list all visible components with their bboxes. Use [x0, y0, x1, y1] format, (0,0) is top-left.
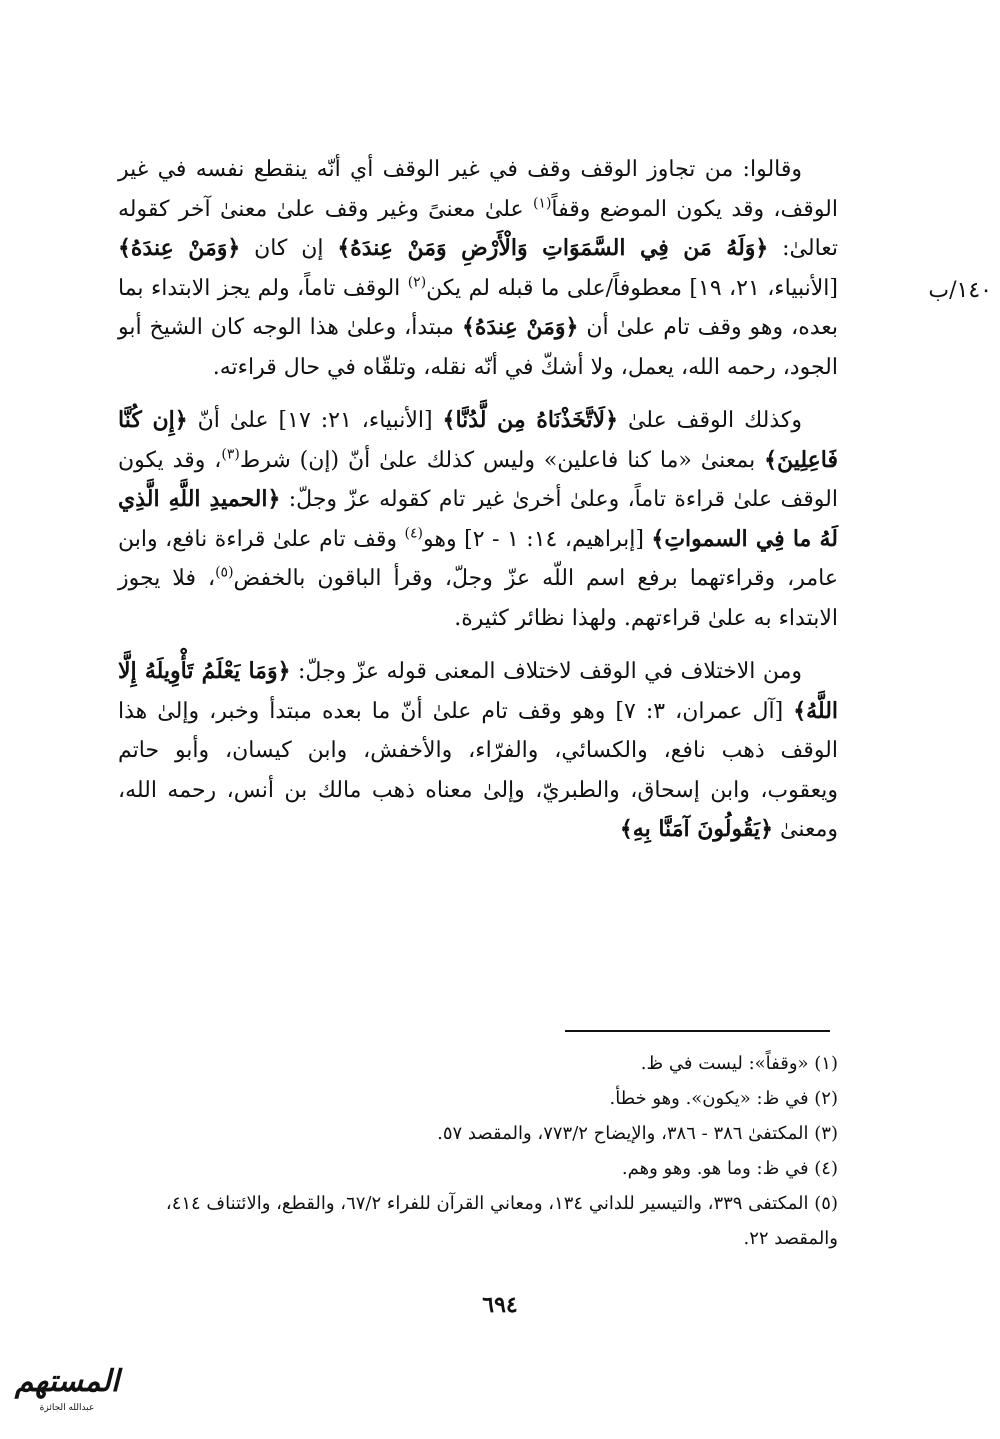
paragraph [118, 652, 838, 850]
quran-quote: ﴿وَمَنْ عِندَهُ﴾ [118, 235, 241, 261]
marginal-folio-note: ١٤٠/ب [928, 278, 992, 303]
library-stamp-logo [12, 1362, 122, 1422]
text-run: إن كان [240, 236, 338, 261]
quran-quote: ﴿وَمَنْ عِندَهُ﴾ [461, 314, 579, 340]
footnotes [118, 1046, 838, 1256]
text-run: [الأنبياء، ٢١، ١٩] معطوفاً/على ما قبله لم يكن [426, 275, 838, 301]
quran-quote: ﴿وَمَا يَعْلَمُ تَأْوِيلَهُ إِلَّا اللَّهُ﴾ [118, 658, 839, 724]
paragraph [118, 401, 838, 638]
main-text [118, 150, 838, 864]
quran-quote: ﴿لَاتَّخَذْنَاهُ مِن لَّدُنَّا﴾ [442, 407, 618, 433]
quran-quote: ﴿وَلَهُ مَن فِي السَّمَوَاتِ وَالْأَرْضِ وَمَنْ عِندَهُ﴾ [337, 235, 769, 261]
text-run: بمعنىٰ «ما كنا فاعلين» وليس كذلك علىٰ أنّ (إن) شرط [239, 447, 765, 473]
stamp-sub-text: عبدالله الجائزة [39, 1403, 95, 1413]
stamp-main-text: المستهم [14, 1364, 120, 1399]
footnote-marker: (٣) [221, 446, 240, 463]
text-run: وكذلك الوقف علىٰ [617, 408, 803, 433]
footnote: (٢) في ظ: «يكون». وهو خطأ. [609, 1088, 838, 1109]
text-run: مبتدأ، وعلىٰ هذا الوجه كان الشيخ أبو الجود، رحمه الله، يعمل، ولا أشكّ في أنّه نقله، وتلقّاه في حال قراءته. [118, 315, 838, 380]
text-run: الوقف تاماً، ولم يجز الابتداء بما بعده، وهو وقف تام علىٰ أن [118, 275, 839, 340]
text-run: وقالوا: من تجاوز الوقف وقف في غير الوقف أي أنّه ينقطع نفسه في غير الوقف، وقد يكون الموضع وقفاً [118, 157, 838, 222]
text-run: ومن الاختلاف في الوقف لاختلاف المعنى قوله عزّ وجلّ: [290, 659, 803, 684]
quran-quote: ﴿الحميدِ اللَّهِ الَّذِي لَهُ ما فِي السمواتِ﴾ [118, 486, 839, 552]
footnote-divider [565, 1030, 830, 1032]
footnote: (٣) المكتفىٰ ٣٨٦ - ٣٨٦، والإيضاح ٧٧٣/٢، والمقصد ٥٧. [437, 1123, 838, 1144]
quran-quote: ﴿يَقُولُونَ آمَنَّا بِهِ﴾ [619, 816, 773, 842]
footnote-marker: (٤) [404, 525, 423, 542]
text-run: ، وقد يكون الوقف علىٰ قراءة تاماً، وعلىٰ أخرىٰ غير تام كقوله عزّ وجلّ: [118, 447, 838, 512]
text-run: [إبراهيم، ١٤: ١ - ٢] وهو [423, 526, 652, 552]
text-run: وقف تام علىٰ قراءة نافع، وابن عامر، وقراءتهما برفع اسم اللّه عزّ وجلّ، وقرأ الباقون بالخفض [118, 526, 839, 591]
footnote-marker: (٢) [407, 274, 427, 291]
text-run: ، فلا يجوز الابتداء به علىٰ قراءتهم. ولهذا نظائر كثيرة. [118, 566, 838, 631]
text-run: علىٰ معنىً وغير وقف علىٰ معنىٰ آخر كقوله تعالىٰ: [118, 196, 839, 261]
footnote: (٥) المكتفى ٣٣٩، والتيسير للداني ١٣٤، ومعاني القرآن للفراء ٦٧/٢، والقطع، والائتناف ٤١٤، والمقصد ٢٢. [165, 1193, 838, 1249]
text-run: [آل عمران، ٣: ٧] وهو وقف تام علىٰ أنّ ما بعده مبتدأ وخبر، وإلىٰ هذا الوقف ذهب نافع، والكسائي، والفرّاء، والأخفش، وابن كيسان، وأبو حاتم ويعقوب، وابن إسحاق، والطبريّ، وإلىٰ معناه ذهب مالك بن أنس، رحمه الله، ومعنىٰ [118, 698, 839, 842]
page-number: ٦٩٤ [482, 1292, 518, 1318]
footnote-marker: (١) [532, 195, 552, 212]
quran-quote: ﴿إِن كُنَّا فَاعِلِينَ﴾ [118, 407, 838, 473]
footnote: (٤) في ظ: وما هو. وهو وهم. [621, 1158, 838, 1179]
text-run: [الأنبياء، ٢١: ١٧] علىٰ أنّ [187, 408, 443, 433]
paragraph [118, 150, 838, 387]
footnote-marker: (٥) [215, 564, 234, 581]
footnote: (١) «وقفاً»: ليست في ظ. [640, 1053, 838, 1074]
